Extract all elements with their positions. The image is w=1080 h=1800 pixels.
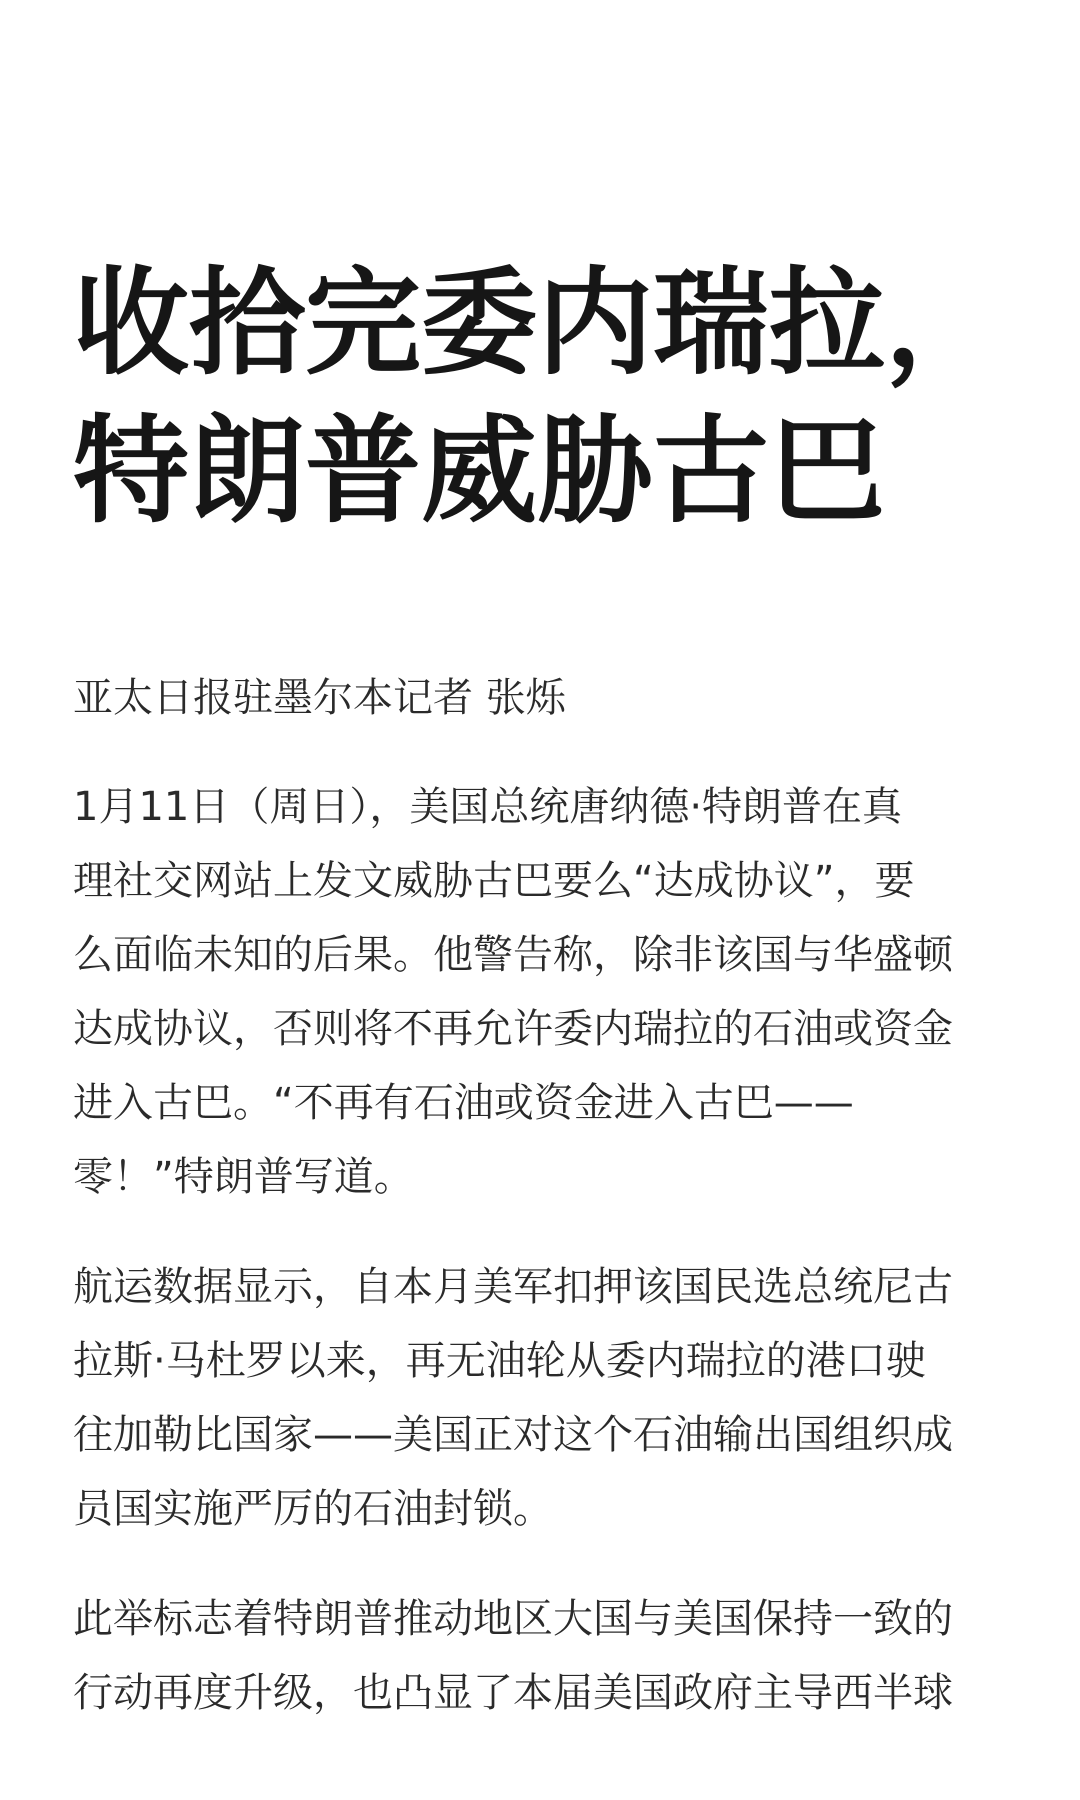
- paragraph-line: 行动再度升级，也凸显了本届美国政府主导西半球: [73, 1670, 953, 1716]
- paragraph-line: 进入古巴。“不再有石油或资金进入古巴——: [73, 1080, 854, 1126]
- paragraph-line: 此举标志着特朗普推动地区大国与美国保持一致的: [73, 1596, 953, 1642]
- paragraph-3: [73, 1582, 1008, 1730]
- paragraph-line: 拉斯·马杜罗以来，再无油轮从委内瑞拉的港口驶: [73, 1338, 926, 1384]
- paragraph-2: [73, 1250, 1008, 1546]
- paragraph-line: 达成协议，否则将不再允许委内瑞拉的石油或资金: [73, 1006, 953, 1052]
- paragraph-line: 么面临未知的后果。他警告称，除非该国与华盛顿: [73, 932, 953, 978]
- headline: [73, 250, 1013, 546]
- article-body: [73, 770, 1008, 1766]
- paragraph-line: 1月11日（周日），美国总统唐纳德·特朗普在真: [73, 784, 903, 830]
- byline: 亚太日报驻墨尔本记者 张烁: [73, 675, 566, 721]
- paragraph-1: [73, 770, 1008, 1214]
- headline-line-1: 收拾完委内瑞拉，: [73, 256, 1001, 391]
- paragraph-line: 理社交网站上发文威胁古巴要么“达成协议”，要: [73, 858, 915, 904]
- paragraph-line: 往加勒比国家——美国正对这个石油输出国组织成: [73, 1412, 953, 1458]
- paragraph-line: 零！”特朗普写道。: [73, 1154, 414, 1200]
- paragraph-line: 员国实施严厉的石油封锁。: [73, 1486, 553, 1532]
- paragraph-line: 航运数据显示，自本月美军扣押该国民选总统尼古: [73, 1264, 953, 1310]
- headline-line-2: 特朗普威胁古巴: [73, 404, 885, 539]
